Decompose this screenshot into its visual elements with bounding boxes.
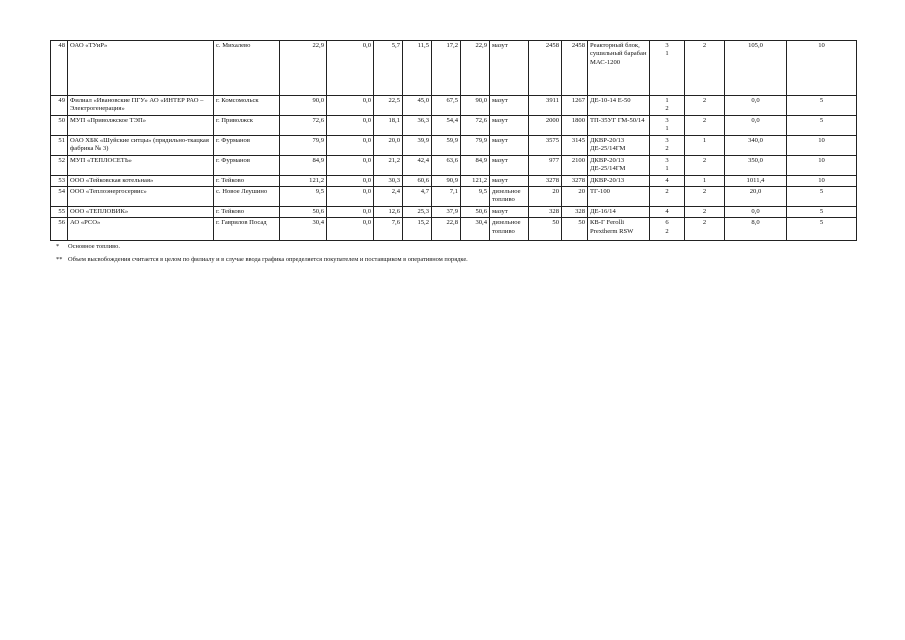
cell-location: с. Новое Леушино <box>214 187 280 207</box>
cell-days: 10 <box>787 175 857 186</box>
cell-unit-count <box>650 96 685 116</box>
cell-value-2: 1267 <box>562 96 588 116</box>
cell-stage-4: 67,5 <box>432 96 461 116</box>
cell-reserve: 0,0 <box>725 96 787 116</box>
footnote-2 <box>56 256 468 264</box>
cell-days: 5 <box>787 96 857 116</box>
cell-organization: ОАО ХБК «Шуйские ситцы» (прядильно-ткацкая фабрика № 3) <box>68 135 214 155</box>
table-row <box>51 175 857 186</box>
cell-value-1: 3911 <box>529 96 562 116</box>
cell-stage-3: 39,9 <box>403 135 432 155</box>
cell-organization: МУП «ТЕПЛОСЕТЬ» <box>68 155 214 175</box>
cell-stage-4: 59,9 <box>432 135 461 155</box>
cell-stage-3: 45,0 <box>403 96 432 116</box>
cell-fuel-type: мазут <box>490 155 529 175</box>
cell-stage-5: 84,9 <box>461 155 490 175</box>
cell-stage-3: 15,2 <box>403 218 432 241</box>
cell-total-volume: 30,4 <box>280 218 327 241</box>
cell-unit-count <box>650 175 685 186</box>
cell-days: 10 <box>787 135 857 155</box>
cell-value-2: 1800 <box>562 115 588 135</box>
cell-total-volume: 79,9 <box>280 135 327 155</box>
cell-stage-1: 0,0 <box>327 41 374 96</box>
cell-line: 3 <box>665 42 669 49</box>
cell-line: 3 <box>665 136 669 144</box>
cell-value-1: 50 <box>529 218 562 241</box>
cell-stage-2: 21,2 <box>374 155 403 175</box>
cell-row-number: 53 <box>51 175 68 186</box>
cell-equipment: Реакторный блок, сушильный барабан МАС-1200 <box>588 41 650 96</box>
cell-value-2: 20 <box>562 187 588 207</box>
cell-days: 10 <box>787 155 857 175</box>
cell-total-volume: 22,9 <box>280 41 327 96</box>
cell-reserve: 8,0 <box>725 218 787 241</box>
cell-fuel-type: мазут <box>490 135 529 155</box>
cell-line: 2 <box>665 227 669 235</box>
cell-organization: ООО «Тейковская котельная» <box>68 175 214 186</box>
cell-stage-4: 63,6 <box>432 155 461 175</box>
cell-unit-count <box>650 207 685 218</box>
cell-stage-5: 50,6 <box>461 207 490 218</box>
cell-stage-3: 4,7 <box>403 187 432 207</box>
cell-line: 4 <box>665 176 669 184</box>
cell-category: 1 <box>685 175 725 186</box>
cell-value-1: 328 <box>529 207 562 218</box>
cell-row-number: 50 <box>51 115 68 135</box>
cell-days: 5 <box>787 187 857 207</box>
footnote-text: Основное топливо. <box>68 243 120 250</box>
cell-stage-5: 72,6 <box>461 115 490 135</box>
cell-stage-3: 25,3 <box>403 207 432 218</box>
cell-stage-2: 2,4 <box>374 187 403 207</box>
cell-days: 5 <box>787 207 857 218</box>
cell-unit-count <box>650 135 685 155</box>
data-table <box>50 40 857 241</box>
cell-total-volume: 90,0 <box>280 96 327 116</box>
cell-unit-count <box>650 41 685 96</box>
table-row <box>51 41 857 96</box>
cell-days: 5 <box>787 115 857 135</box>
cell-stage-3: 36,3 <box>403 115 432 135</box>
cell-row-number: 52 <box>51 155 68 175</box>
cell-value-1: 3278 <box>529 175 562 186</box>
cell-row-number: 49 <box>51 96 68 116</box>
document-sheet <box>50 40 857 241</box>
cell-total-volume: 84,9 <box>280 155 327 175</box>
cell-row-number: 56 <box>51 218 68 241</box>
cell-fuel-type: дизельное топливо <box>490 218 529 241</box>
cell-stage-2: 18,1 <box>374 115 403 135</box>
cell-stage-2: 5,7 <box>374 41 403 96</box>
cell-line: 2 <box>665 105 669 113</box>
cell-location: г. Фурманов <box>214 155 280 175</box>
cell-equipment: ТП-35УГ ГМ-50/14 <box>588 115 650 135</box>
cell-equipment: ДЕ-10-14 Е-50 <box>588 96 650 116</box>
cell-reserve: 20,0 <box>725 187 787 207</box>
cell-value-2: 50 <box>562 218 588 241</box>
cell-fuel-type: мазут <box>490 96 529 116</box>
table-body <box>51 41 857 241</box>
cell-stage-5: 121,2 <box>461 175 490 186</box>
cell-category: 2 <box>685 155 725 175</box>
cell-organization: МУП «Приволжское ТЭП» <box>68 115 214 135</box>
cell-stage-4: 37,9 <box>432 207 461 218</box>
cell-fuel-type: мазут <box>490 115 529 135</box>
cell-equipment: ДЕ-16/14 <box>588 207 650 218</box>
cell-location: г. Фурманов <box>214 135 280 155</box>
cell-line: 6 <box>665 219 669 227</box>
cell-total-volume: 9,5 <box>280 187 327 207</box>
cell-category: 2 <box>685 96 725 116</box>
cell-equipment: ДКВР-20/13 ДЕ-25/14ГМ <box>588 135 650 155</box>
cell-value-2: 2458 <box>562 41 588 96</box>
cell-organization: АО «РСО» <box>68 218 214 241</box>
cell-equipment: ДКВР-20/13 <box>588 175 650 186</box>
cell-location: г. Тейково <box>214 207 280 218</box>
footnote-mark: ** <box>56 256 63 263</box>
cell-stage-5: 22,9 <box>461 41 490 96</box>
cell-location: г. Тейково <box>214 175 280 186</box>
table-row <box>51 187 857 207</box>
cell-category: 1 <box>685 135 725 155</box>
cell-stage-5: 79,9 <box>461 135 490 155</box>
cell-stage-2: 22,5 <box>374 96 403 116</box>
cell-stage-5: 30,4 <box>461 218 490 241</box>
cell-category: 2 <box>685 41 725 96</box>
cell-equipment: КВ-Г Ferolli Prextherm RSW <box>588 218 650 241</box>
cell-value-2: 2100 <box>562 155 588 175</box>
cell-stage-3: 42,4 <box>403 155 432 175</box>
cell-line: 2 <box>665 145 669 153</box>
cell-unit-count <box>650 115 685 135</box>
cell-reserve: 1011,4 <box>725 175 787 186</box>
cell-unit-count <box>650 155 685 175</box>
cell-stage-1: 0,0 <box>327 175 374 186</box>
cell-fuel-type: мазут <box>490 207 529 218</box>
cell-stage-2: 7,6 <box>374 218 403 241</box>
cell-days: 5 <box>787 218 857 241</box>
cell-line: 2 <box>665 188 669 196</box>
cell-stage-5: 90,0 <box>461 96 490 116</box>
cell-value-2: 328 <box>562 207 588 218</box>
cell-reserve: 350,0 <box>725 155 787 175</box>
cell-reserve: 105,0 <box>725 41 787 96</box>
cell-value-1: 20 <box>529 187 562 207</box>
cell-stage-1: 0,0 <box>327 218 374 241</box>
cell-line: 1 <box>665 125 669 133</box>
cell-line: 4 <box>665 208 669 216</box>
cell-organization: ООО «Теплоэнергосервис» <box>68 187 214 207</box>
cell-stage-1: 0,0 <box>327 135 374 155</box>
cell-value-1: 2000 <box>529 115 562 135</box>
cell-stage-4: 17,2 <box>432 41 461 96</box>
cell-stage-3: 11,5 <box>403 41 432 96</box>
cell-line: 3 <box>665 116 669 124</box>
cell-stage-1: 0,0 <box>327 187 374 207</box>
cell-line: 1 <box>665 97 669 104</box>
footnote-text: Объем высвобождения считается в целом по филиалу и в случае ввода графика определяется покупателем и поставщиком в оперативном порядке. <box>68 256 468 263</box>
cell-stage-5: 9,5 <box>461 187 490 207</box>
cell-total-volume: 121,2 <box>280 175 327 186</box>
cell-stage-1: 0,0 <box>327 155 374 175</box>
cell-reserve: 340,0 <box>725 135 787 155</box>
cell-stage-2: 30,3 <box>374 175 403 186</box>
cell-stage-4: 54,4 <box>432 115 461 135</box>
cell-equipment: ДКВР-20/13 ДЕ-25/14ГМ <box>588 155 650 175</box>
cell-fuel-type: мазут <box>490 175 529 186</box>
cell-reserve: 0,0 <box>725 115 787 135</box>
cell-fuel-type: мазут <box>490 41 529 96</box>
cell-stage-1: 0,0 <box>327 115 374 135</box>
cell-stage-2: 20,0 <box>374 135 403 155</box>
cell-organization: ООО «ТЕПЛОВИК» <box>68 207 214 218</box>
cell-stage-2: 12,6 <box>374 207 403 218</box>
cell-organization: ОАО «ТУиР» <box>68 41 214 96</box>
table-row <box>51 135 857 155</box>
table-row <box>51 207 857 218</box>
cell-equipment: ТГ-100 <box>588 187 650 207</box>
table-row <box>51 218 857 241</box>
cell-fuel-type: дизельное топливо <box>490 187 529 207</box>
cell-stage-4: 22,8 <box>432 218 461 241</box>
cell-value-1: 3575 <box>529 135 562 155</box>
cell-location: г. Гаврилов Посад <box>214 218 280 241</box>
cell-value-1: 977 <box>529 155 562 175</box>
cell-location: г. Приволжск <box>214 115 280 135</box>
cell-location: г. Комсомольск <box>214 96 280 116</box>
footnote-mark: * <box>56 243 60 250</box>
cell-days: 10 <box>787 41 857 96</box>
cell-total-volume: 72,6 <box>280 115 327 135</box>
cell-unit-count <box>650 218 685 241</box>
footnotes <box>56 243 468 269</box>
table-row <box>51 155 857 175</box>
cell-value-2: 3278 <box>562 175 588 186</box>
cell-category: 2 <box>685 187 725 207</box>
cell-reserve: 0,0 <box>725 207 787 218</box>
cell-unit-count <box>650 187 685 207</box>
cell-row-number: 55 <box>51 207 68 218</box>
cell-category: 2 <box>685 115 725 135</box>
cell-line: 1 <box>665 50 669 58</box>
cell-row-number: 48 <box>51 41 68 96</box>
cell-total-volume: 50,6 <box>280 207 327 218</box>
footnote-1 <box>56 243 468 251</box>
cell-row-number: 51 <box>51 135 68 155</box>
cell-location: с. Михалево <box>214 41 280 96</box>
table-row <box>51 96 857 116</box>
cell-stage-1: 0,0 <box>327 96 374 116</box>
table-row <box>51 115 857 135</box>
cell-organization: Филиал «Ивановские ПГУ» АО «ИНТЕР РАО – Электрогенерация» <box>68 96 214 116</box>
cell-value-1: 2458 <box>529 41 562 96</box>
cell-stage-4: 90,9 <box>432 175 461 186</box>
cell-stage-4: 7,1 <box>432 187 461 207</box>
cell-row-number: 54 <box>51 187 68 207</box>
cell-category: 2 <box>685 218 725 241</box>
cell-stage-1: 0,0 <box>327 207 374 218</box>
cell-category: 2 <box>685 207 725 218</box>
cell-line: 1 <box>665 165 669 173</box>
cell-stage-3: 60,6 <box>403 175 432 186</box>
cell-line: 3 <box>665 156 669 164</box>
cell-value-2: 3145 <box>562 135 588 155</box>
